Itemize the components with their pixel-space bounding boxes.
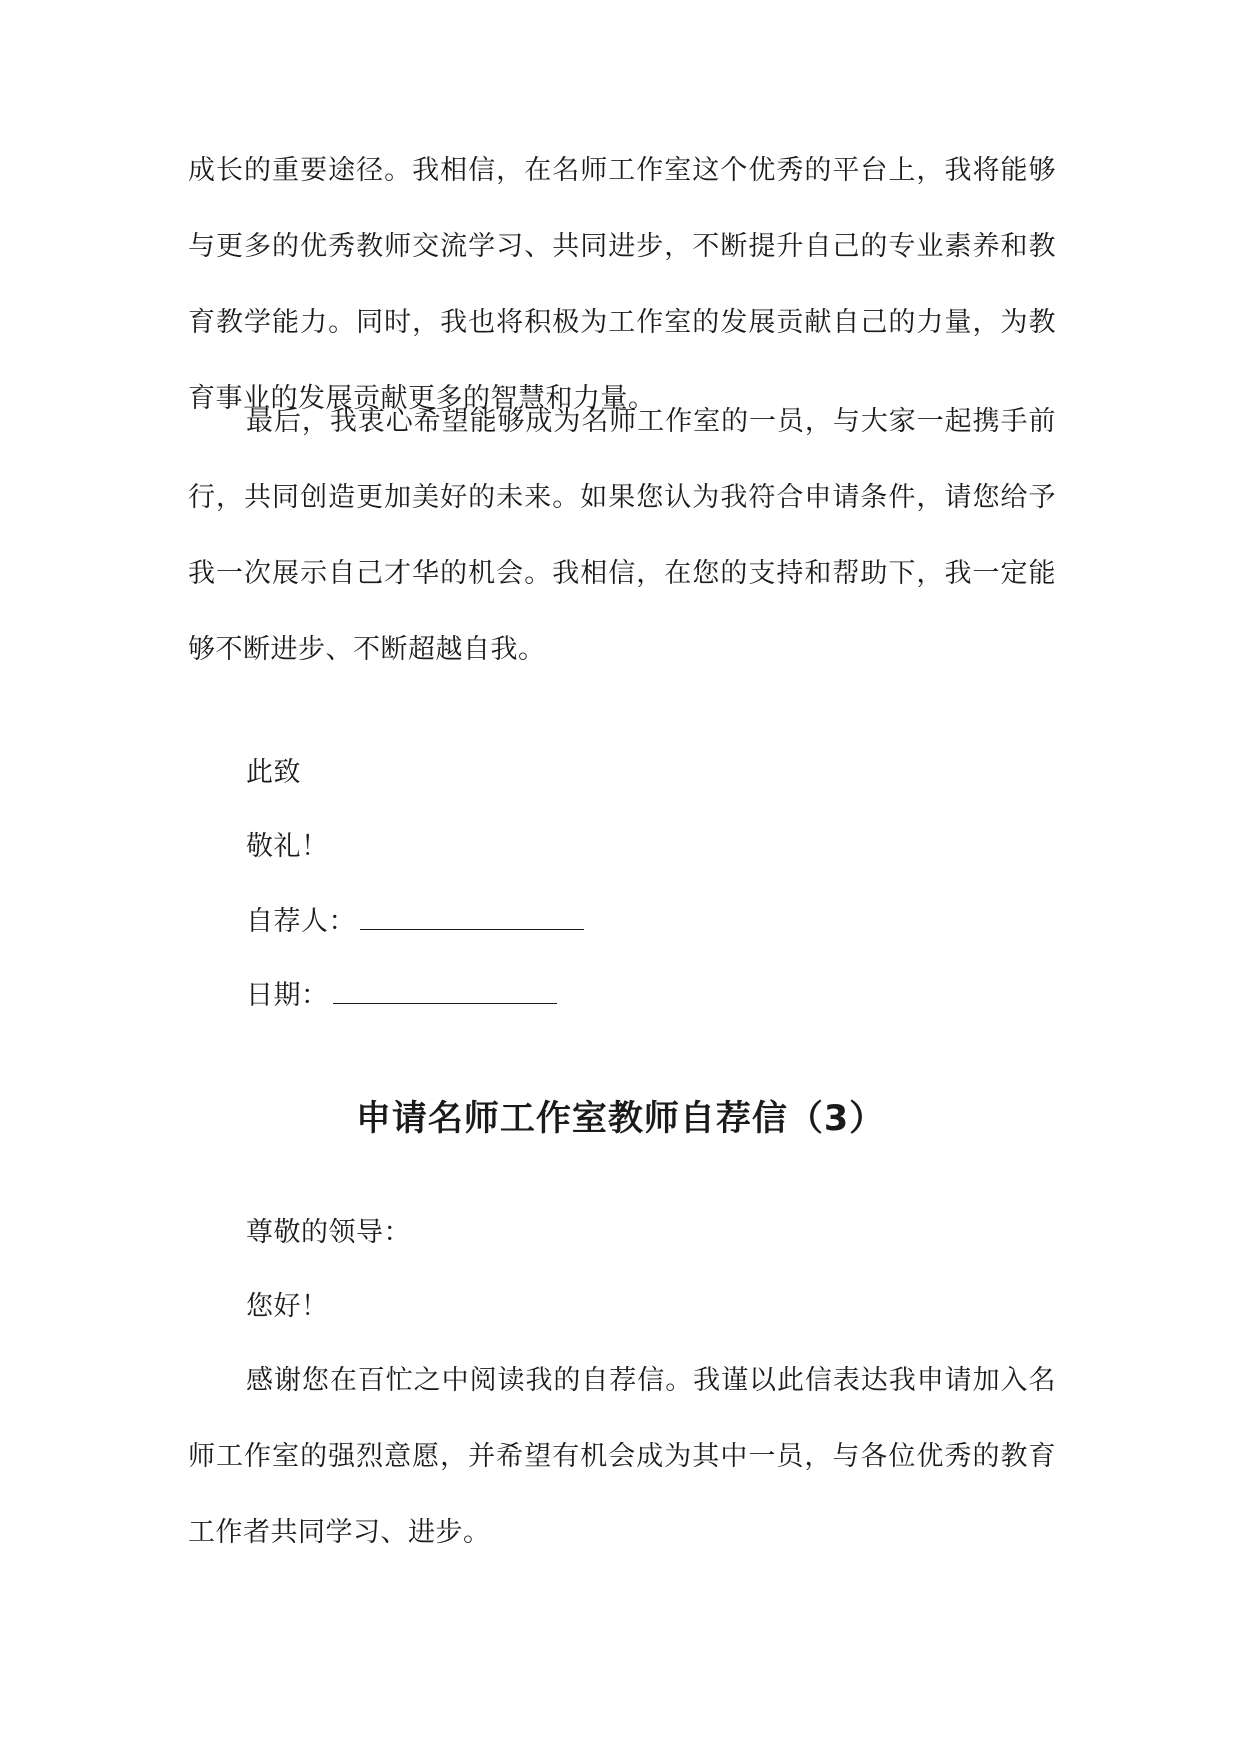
- letter3-hello: 您好！: [246, 1291, 329, 1322]
- letter3-title: 申请名师工作室教师自荐信（3）: [355, 1099, 886, 1139]
- letter-continuation-paragraph: 成长的重要途径。我相信，在名师工作室这个优秀的平台上，我将能够与更多的优秀教师交流学习、共同进步，不断提升自己的专业素养和教育教学能力。同时，我也将积极为工作室的发展贡献自己的力量，为教育事业的发展贡献更多的智慧和力量。: [188, 155, 1056, 414]
- date-label: 日期：: [246, 980, 329, 1011]
- salutation-line-2: 敬礼！: [246, 831, 329, 862]
- signer-line: [246, 901, 584, 942]
- letter3-paragraph-1: 感谢您在百忙之中阅读我的自荐信。我谨以此信表达我申请加入名师工作室的强烈意愿，并希望有机会成为其中一员，与各位优秀的教育工作者共同学习、进步。: [188, 1365, 1056, 1548]
- date-blank: [333, 975, 557, 1004]
- letter3-greeting: 尊敬的领导：: [246, 1217, 411, 1248]
- signer-blank: [360, 901, 584, 930]
- signer-label: 自荐人：: [246, 906, 356, 937]
- closing-paragraph: 最后，我衷心希望能够成为名师工作室的一员，与大家一起携手前行，共同创造更加美好的未来。如果您认为我符合申请条件，请您给予我一次展示自己才华的机会。我相信，在您的支持和帮助下，我一定能够不断进步、不断超越自我。: [188, 406, 1056, 665]
- date-line: [246, 975, 557, 1016]
- salutation-line-1: 此致: [246, 757, 301, 788]
